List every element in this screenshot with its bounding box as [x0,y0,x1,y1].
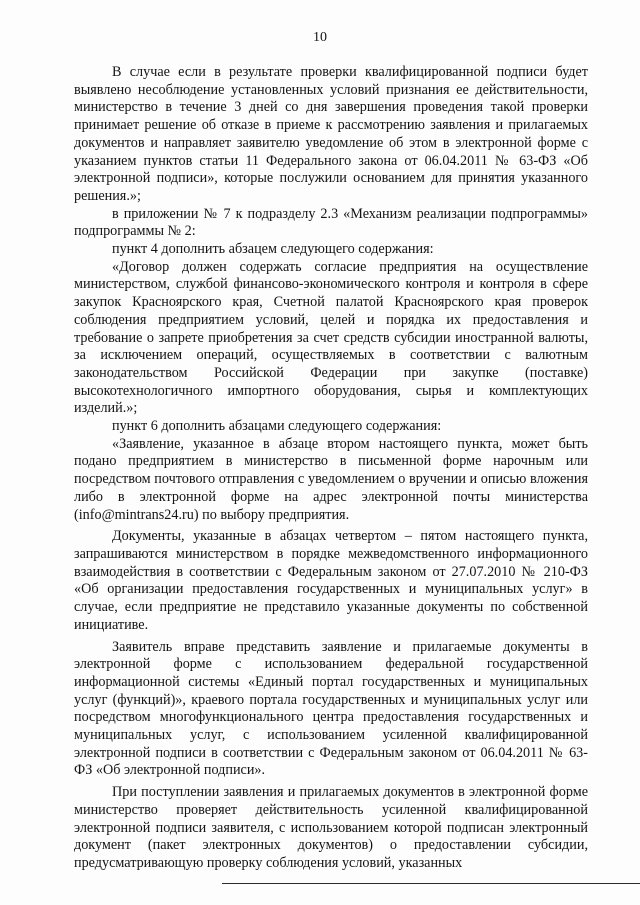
page-number: 10 [313,30,327,45]
document-body [74,64,588,873]
paragraph: Документы, указанные в абзацах четвертом – пятом настоящего пункта, запрашиваются министерством в порядке межведомственного информационного взаимодействия в соответствии с Федеральным законом от 27.07.2010 № 210-ФЗ «Об организации предоставления государственных и муниципальных услуг» в случае, если предприятие не представило указанные документы по собственной инициативе. [74,528,588,633]
paragraph: «Договор должен содержать согласие предприятия на осуществление министерством, службой финансово-экономического контроля и контроля в сфере закупок Красноярского края, Счетной палатой Красноярского края проверок соблюдения предприятием условий, целей и порядка их предоставления и требование о запрете приобретения за счет средств субсидии иностранной валюты, за исключением операций, осуществляемых в соответствии с валютным законодательством Российской Федерации при закупке (поставке) высокотехнологичного импортного оборудования, сырья и комплектующих изделий.»; [74,258,588,417]
paragraph: При поступлении заявления и прилагаемых документов в электронной форме министерство проверяет действительность усиленной квалифицированной электронной подписи заявителя, с использованием которой подписан электронный документ (пакет электронных документов) о предоставлении субсидии, предусматривающую проверку соблюдения условий, указанных [74,784,588,871]
paragraph: В случае если в результате проверки квалифицированной подписи будет выявлено несоблюдение установленных условий признания ее действительности, министерство в течение 3 дней со дня завершения проведения такой проверки принимает решение об отказе в приеме к рассмотрению заявления и прилагаемых документов и направляет заявителю уведомление об этом в электронной форме с указанием пунктов статьи 11 Федерального закона от 06.04.2011 № 63-ФЗ «Об электронной подписи», которые послужили основанием для принятия указанного решения.»; [74,64,588,204]
paragraph: пункт 6 дополнить абзацами следующего содержания: [112,418,442,435]
paragraph: Заявитель вправе представить заявление и прилагаемые документы в электронной форме с использованием федеральной государственной информационной системы «Единый портал государственных и муниципальных услуг (функций)», краевого портала государственных и муниципальных услуг или посредством многофункционального центра предоставления государственных и муниципальных услуг, с использованием усиленной квалифицированной электронной подписи в соответствии с Федеральным законом от 06.04.2011 № 63-ФЗ «Об электронной подписи». [74,638,588,779]
paragraph: пункт 4 дополнить абзацем следующего содержания: [112,241,434,258]
paragraph: в приложении № 7 к подразделу 2.3 «Механизм реализации подпрограммы» подпрограммы № 2: [74,205,588,240]
paragraph: «Заявление, указанное в абзаце втором настоящего пункта, может быть подано предприятием в министерство в письменной форме нарочным или посредством почтового отправления с уведомлением о вручении и описью вложения либо в электронной форме на адрес электронной почты министерства (info@mintrans24.ru) по выбору предприятия. [74,435,588,523]
bottom-rule [222,883,640,884]
